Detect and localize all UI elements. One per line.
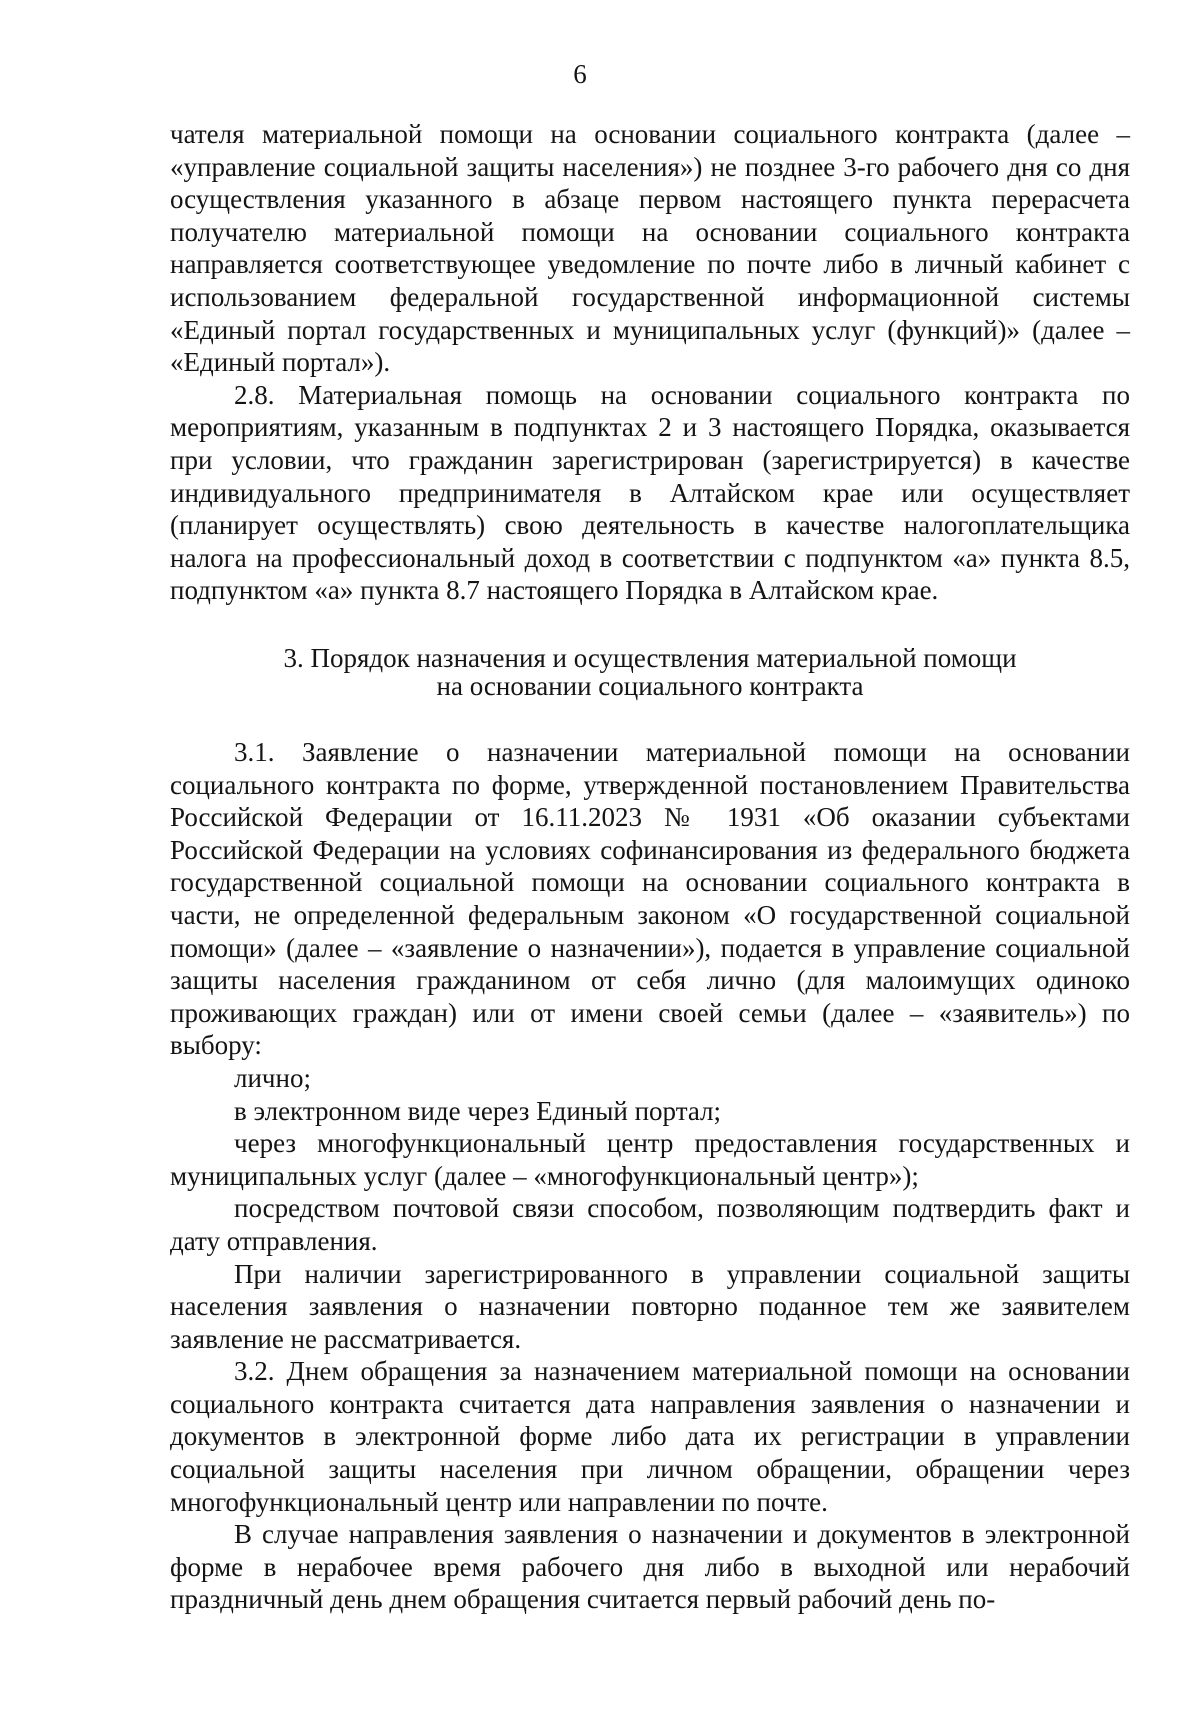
paragraph-non-working-time: В случае направления заявления о назначении и документов в электронной форме в нерабочее время рабочего дня либо в выходной или нерабочий праздничный день днем обращения считается первый рабочий день по- <box>170 1519 1130 1615</box>
list-item-post: посредством почтовой связи способом, позволяющим подтвердить факт и дату отправления. <box>170 1193 1130 1256</box>
text-block-after-heading <box>170 736 1130 1616</box>
section-heading <box>170 644 1130 700</box>
paragraph-2-8: 2.8. Материальная помощь на основании социального контракта по мероприятиям, указанным в подпунктах 2 и 3 настоящего Порядка, оказывается при условии, что гражданин зарегистрирован (зарегистрируется) в качестве индивидуального предпринимателя в Алтайском крае или осуществляет (планирует осуществлять) свою деятельность в качестве налогоплательщика налога на профессиональный доход в соответствии с подпунктом «а» пункта 8.5, подпунктом «а» пункта 8.7 настоящего Порядка в Алтайском крае. <box>170 379 1130 606</box>
list-item-mfc: через многофункциональный центр предоставления государственных и муниципальных услуг (далее – «многофункциональный центр»); <box>170 1128 1130 1191</box>
paragraph-3-2: 3.2. Днем обращения за назначением материальной помощи на основании социального контракта считается дата направления заявления о назначении и документов в электронной форме либо дата их регистрации в управлении социальной защиты населения при личном обращении, обращении через многофункциональный центр или направлении по почте. <box>170 1356 1130 1517</box>
text-block-before-heading <box>170 118 1130 607</box>
section-heading-line-1: 3. Порядок назначения и осуществления материальной помощи <box>283 643 1017 673</box>
list-item-in-person: лично; <box>234 1062 311 1093</box>
paragraph-repeat-application: При наличии зарегистрированного в управлении социальной защиты населения заявления о назначении повторно поданное тем же заявителем заявление не рассматривается. <box>170 1258 1130 1354</box>
list-item-electronic: в электронном виде через Единый портал; <box>234 1095 722 1126</box>
paragraph-3-1: 3.1. Заявление о назначении материальной помощи на основании социального контракта по форме, утвержденной постановлением Правительства Российской Федерации от 16.11.2023 № 1931 «Об оказании субъектами Российской Федерации на условиях софинансирования из федерального бюджета государственной социальной помощи на основании социального контракта в части, не определенной федеральным законом «О государственной социальной помощи» (далее – «заявление о назначении»), подается в управление социальной защиты населения гражданином от себя лично (для малоимущих одиноко проживающих граждан) или от имени своей семьи (далее – «заявитель») по выбору: <box>170 737 1130 1061</box>
paragraph-continuation: чателя материальной помощи на основании социального контракта (далее – «управление социальной защиты населения») не позднее 3-го рабочего дня со дня осуществления указанного в абзаце первом настоящего пункта перерасчета получателю материальной помощи на основании социального контракта направляется соответствующее уведомление по почте либо в личный кабинет с использованием федеральной государственной информационной системы «Единый портал государственных и муниципальных услуг (функций)» (далее – «Единый портал»). <box>170 119 1130 378</box>
section-heading-line-2: на основании социального контракта <box>436 671 864 701</box>
page-number: 6 <box>573 59 587 89</box>
